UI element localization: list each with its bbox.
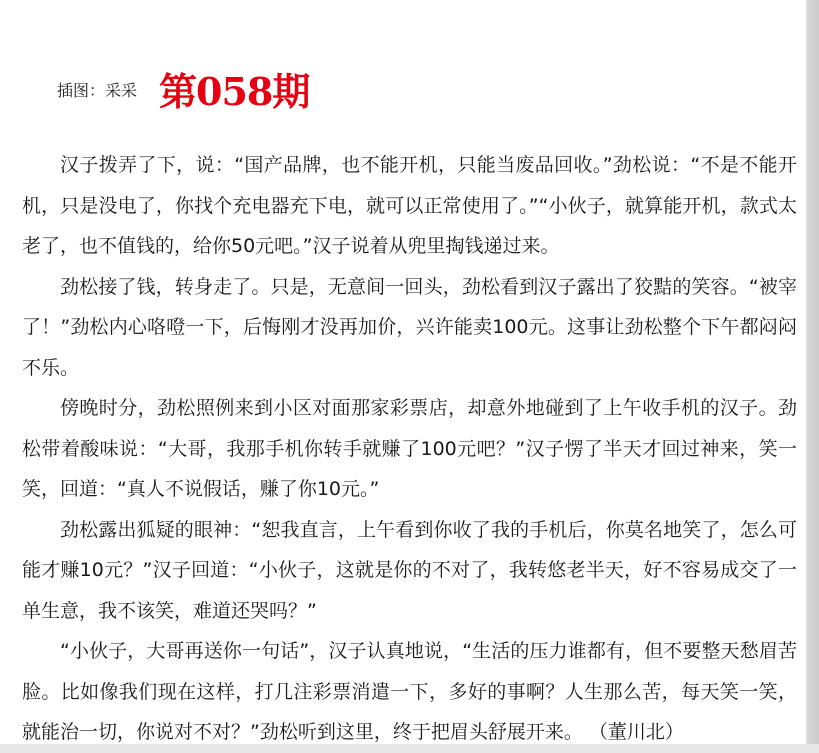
paragraph: 汉子拨弄了下，说：“国产品牌，也不能开机，只能当废品回收。”劲松说：“不是不能开机，只是没电了，你找个充电器充下电，就可以正常使用了。”“小伙子，就算能开机，款式太老了，也不值钱的，给你50元吧。”汉子说着从兜里掏钱递过来。 <box>22 154 797 257</box>
paragraph: “小伙子，大哥再送你一句话”，汉子认真地说，“生活的压力谁都有，但不要整天愁眉苦脸。比如像我们现在这样，打几注彩票消遣一下，多好的事啊？人生那么苦，每天笑一笑，就能治一切，你说对不对？”劲松听到这里，终于把眉头舒展开来。 （董川北） <box>22 640 797 743</box>
page-edge-shadow <box>806 0 819 744</box>
header <box>57 60 309 116</box>
paragraph: 劲松露出狐疑的眼神：“恕我直言，上午看到你收了我的手机后，你莫名地笑了，怎么可能才赚10元？”汉子回道：“小伙子，这就是你的不对了，我转悠老半天，好不容易成交了一单生意，我不该笑，难道还哭吗？” <box>22 518 797 622</box>
paragraph: 傍晚时分，劲松照例来到小区对面那家彩票店，却意外地碰到了上午收手机的汉子。劲松带着酸味说：“大哥，我那手机你转手就赚了100元吧？”汉子愣了半天才回过神来，笑一笑，回道：“真人不说假话，赚了你10元。” <box>22 397 797 500</box>
illustration-credit: 插图：采采 <box>57 80 138 100</box>
issue-number: 第058期 <box>159 68 310 114</box>
paragraph: 劲松接了钱，转身走了。只是，无意间一回头，劲松看到汉子露出了狡黠的笑容。“被宰了！”劲松内心咯噔一下，后悔刚才没再加价，兴许能卖100元。这事让劲松整个下午都闷闷不乐。 <box>22 275 797 379</box>
article-body <box>22 145 797 753</box>
